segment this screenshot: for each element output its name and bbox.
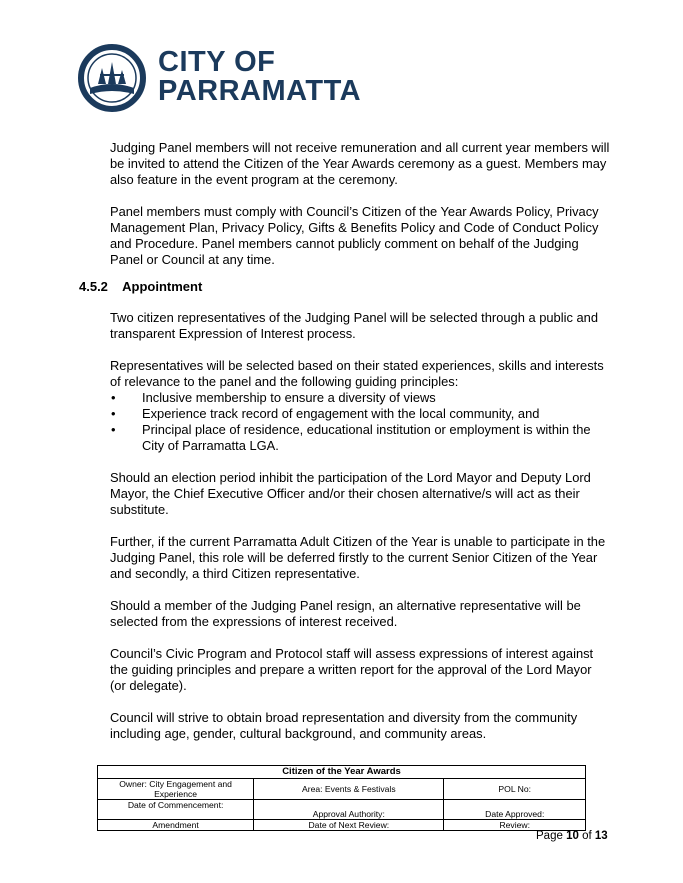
- logo-line-2: PARRAMATTA: [158, 75, 362, 107]
- section-heading: [79, 279, 202, 294]
- footer-cell-pol-no: POL No:: [444, 779, 586, 800]
- appointment-section: [110, 310, 610, 758]
- footer-cell-review: Review:: [444, 820, 586, 831]
- deferral-paragraph: Further, if the current Parramatta Adult Citizen of the Year is unable to participate in the Judging Panel, this role will be deferred firstly to the current Senior Citizen of the Year and secondly, a third Citizen representative.: [110, 534, 606, 581]
- list-item: • Experience track record of engagement with the local community, and: [111, 406, 540, 421]
- city-logo: [78, 44, 378, 114]
- page-total: 13: [594, 830, 608, 842]
- bullet-icon: •: [111, 422, 116, 437]
- appointment-paragraph-2: Representatives will be selected based on their stated experiences, skills and interests of relevance to the panel and the following guiding principles:: [110, 358, 604, 389]
- page-current: 10: [566, 830, 579, 842]
- footer-cell-area: Area: Events & Festivals: [254, 779, 444, 800]
- bullet-icon: •: [111, 406, 116, 421]
- list-item: • Principal place of residence, educational institution or employment is within the City of Parramatta LGA.: [111, 422, 591, 453]
- logo-line-1: CITY OF: [158, 46, 276, 78]
- resignation-paragraph: Should a member of the Judging Panel resign, an alternative representative will be selected from the expressions of interest received.: [110, 598, 581, 629]
- page-label: Page: [536, 830, 563, 842]
- bullet-icon: •: [111, 390, 116, 405]
- footer-table-title: Citizen of the Year Awards: [98, 766, 586, 779]
- guiding-principles-list: [110, 390, 610, 454]
- appointment-paragraph-1: Two citizen representatives of the Judging Panel will be selected through a public and transparent Expression of Interest process.: [110, 310, 598, 341]
- page-of: of: [582, 830, 592, 842]
- diversity-paragraph: Council will strive to obtain broad representation and diversity from the community including age, gender, cultural background, and community areas.: [110, 710, 578, 741]
- intro-section: [110, 140, 610, 284]
- intro-paragraph-1: Judging Panel members will not receive remuneration and all current year members will be invited to attend the Citizen of the Year Awards ceremony as a guest. Members may also feature in the event program at the ceremony.: [110, 140, 610, 187]
- parramatta-emblem-icon: [78, 44, 146, 112]
- footer-cell-next-review: Date of Next Review:: [254, 820, 444, 831]
- footer-cell-approval-authority: Approval Authority:: [254, 800, 444, 820]
- election-paragraph: Should an election period inhibit the participation of the Lord Mayor and Deputy Lord Mayor, the Chief Executive Officer and/or their chosen alternative/s will act as their substitute.: [110, 470, 591, 517]
- footer-cell-date-approved: Date Approved:: [444, 800, 586, 820]
- footer-cell-owner: Owner: City Engagement and Experience: [98, 779, 254, 800]
- footer-cell-amendment: Amendment: [98, 820, 254, 831]
- footer-cell-commencement: Date of Commencement:: [98, 800, 254, 820]
- section-number: 4.5.2: [79, 279, 108, 294]
- list-item: • Inclusive membership to ensure a diversity of views: [111, 390, 436, 405]
- document-control-table: [97, 765, 586, 831]
- intro-paragraph-2: Panel members must comply with Council’s Citizen of the Year Awards Policy, Privacy Management Plan, Privacy Policy, Gifts & Benefits Policy and Code of Conduct Policy and Procedure. Panel members cannot publicly comment on behalf of the Judging Panel or Council at any time.: [110, 204, 599, 267]
- assessment-paragraph: Council’s Civic Program and Protocol staff will assess expressions of interest against the guiding principles and prepare a written report for the approval of the Lord Mayor (or delegate).: [110, 646, 594, 693]
- section-title: Appointment: [122, 279, 203, 294]
- logo-wordmark: [158, 48, 361, 106]
- page-number: [536, 830, 608, 842]
